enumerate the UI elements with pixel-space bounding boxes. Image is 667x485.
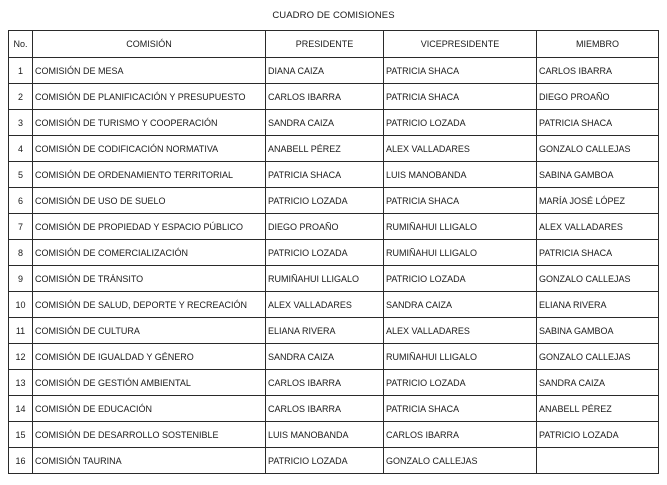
cell-vicepresident: PATRICIO LOZADA <box>384 110 537 136</box>
table-row <box>9 58 659 84</box>
cell-number: 10 <box>9 292 33 318</box>
cell-vicepresident: SANDRA CAIZA <box>384 292 537 318</box>
table-row <box>9 214 659 240</box>
cell-member: GONZALO CALLEJAS <box>537 136 659 162</box>
document-title: CUADRO DE COMISIONES <box>272 10 395 21</box>
cell-president: LUIS MANOBANDA <box>266 422 384 448</box>
cell-commission: COMISIÓN DE CODIFICACIÓN NORMATIVA <box>33 136 266 162</box>
cell-number: 16 <box>9 448 33 474</box>
table-row <box>9 188 659 214</box>
cell-member: PATRICIA SHACA <box>537 110 659 136</box>
cell-vicepresident: PATRICIO LOZADA <box>384 266 537 292</box>
cell-commission: COMISIÓN DE PROPIEDAD Y ESPACIO PÚBLICO <box>33 214 266 240</box>
cell-number: 6 <box>9 188 33 214</box>
table-row <box>9 318 659 344</box>
cell-number: 14 <box>9 396 33 422</box>
table-row <box>9 240 659 266</box>
cell-president: DIANA CAIZA <box>266 58 384 84</box>
cell-number: 12 <box>9 344 33 370</box>
cell-number: 2 <box>9 84 33 110</box>
cell-member: DIEGO PROAÑO <box>537 84 659 110</box>
cell-president: RUMIÑAHUI LLIGALO <box>266 266 384 292</box>
cell-president: ELIANA RIVERA <box>266 318 384 344</box>
header-commission: COMISIÓN <box>33 31 266 58</box>
cell-number: 7 <box>9 214 33 240</box>
cell-commission: COMISIÓN DE SALUD, DEPORTE Y RECREACIÓN <box>33 292 266 318</box>
cell-vicepresident: LUIS MANOBANDA <box>384 162 537 188</box>
cell-number: 1 <box>9 58 33 84</box>
cell-president: DIEGO PROAÑO <box>266 214 384 240</box>
cell-number: 3 <box>9 110 33 136</box>
table-row <box>9 370 659 396</box>
cell-commission: COMISIÓN DE MESA <box>33 58 266 84</box>
table-row <box>9 136 659 162</box>
cell-president: PATRICIO LOZADA <box>266 448 384 474</box>
cell-member: MARÍA JOSÉ LÓPEZ <box>537 188 659 214</box>
cell-vicepresident: GONZALO CALLEJAS <box>384 448 537 474</box>
cell-president: CARLOS IBARRA <box>266 370 384 396</box>
cell-vicepresident: CARLOS IBARRA <box>384 422 537 448</box>
cell-member: GONZALO CALLEJAS <box>537 344 659 370</box>
cell-vicepresident: RUMIÑAHUI LLIGALO <box>384 240 537 266</box>
cell-commission: COMISIÓN DE PLANIFICACIÓN Y PRESUPUESTO <box>33 84 266 110</box>
cell-vicepresident: PATRICIA SHACA <box>384 188 537 214</box>
header-number: No. <box>9 31 33 58</box>
cell-commission: COMISIÓN DE CULTURA <box>33 318 266 344</box>
table-row <box>9 422 659 448</box>
cell-president: ALEX VALLADARES <box>266 292 384 318</box>
table-body <box>9 58 659 474</box>
cell-commission: COMISIÓN TAURINA <box>33 448 266 474</box>
header-member: MIEMBRO <box>537 31 659 58</box>
cell-president: PATRICIA SHACA <box>266 162 384 188</box>
cell-number: 13 <box>9 370 33 396</box>
cell-president: SANDRA CAIZA <box>266 344 384 370</box>
cell-member: ANABELL PÉREZ <box>537 396 659 422</box>
cell-vicepresident: ALEX VALLADARES <box>384 318 537 344</box>
header-row <box>9 31 659 58</box>
cell-vicepresident: ALEX VALLADARES <box>384 136 537 162</box>
cell-vicepresident: RUMIÑAHUI LLIGALO <box>384 214 537 240</box>
cell-number: 8 <box>9 240 33 266</box>
cell-member: ALEX VALLADARES <box>537 214 659 240</box>
table-row <box>9 84 659 110</box>
cell-president: PATRICIO LOZADA <box>266 240 384 266</box>
cell-president: ANABELL PÉREZ <box>266 136 384 162</box>
cell-member: SANDRA CAIZA <box>537 370 659 396</box>
cell-member: CARLOS IBARRA <box>537 58 659 84</box>
cell-president: CARLOS IBARRA <box>266 396 384 422</box>
cell-number: 11 <box>9 318 33 344</box>
header-vicepresident: VICEPRESIDENTE <box>384 31 537 58</box>
table-row <box>9 448 659 474</box>
cell-commission: COMISIÓN DE DESARROLLO SOSTENIBLE <box>33 422 266 448</box>
table-row <box>9 162 659 188</box>
cell-member: SABINA GAMBOA <box>537 162 659 188</box>
cell-number: 9 <box>9 266 33 292</box>
cell-vicepresident: PATRICIA SHACA <box>384 84 537 110</box>
table-row <box>9 344 659 370</box>
cell-commission: COMISIÓN DE USO DE SUELO <box>33 188 266 214</box>
cell-number: 5 <box>9 162 33 188</box>
cell-member: ELIANA RIVERA <box>537 292 659 318</box>
cell-vicepresident: RUMIÑAHUI LLIGALO <box>384 344 537 370</box>
table-row <box>9 110 659 136</box>
cell-commission: COMISIÓN DE GESTIÓN AMBIENTAL <box>33 370 266 396</box>
commissions-table <box>8 30 659 474</box>
cell-number: 15 <box>9 422 33 448</box>
cell-commission: COMISIÓN DE IGUALDAD Y GÉNERO <box>33 344 266 370</box>
cell-commission: COMISIÓN DE EDUCACIÓN <box>33 396 266 422</box>
cell-member: PATRICIO LOZADA <box>537 422 659 448</box>
cell-member: GONZALO CALLEJAS <box>537 266 659 292</box>
cell-vicepresident: PATRICIA SHACA <box>384 396 537 422</box>
cell-member <box>537 448 659 474</box>
cell-president: CARLOS IBARRA <box>266 84 384 110</box>
table-row <box>9 292 659 318</box>
cell-number: 4 <box>9 136 33 162</box>
table-row <box>9 266 659 292</box>
table-header <box>9 31 659 58</box>
cell-member: PATRICIA SHACA <box>537 240 659 266</box>
header-president: PRESIDENTE <box>266 31 384 58</box>
cell-president: PATRICIO LOZADA <box>266 188 384 214</box>
cell-commission: COMISIÓN DE TURISMO Y COOPERACIÓN <box>33 110 266 136</box>
cell-commission: COMISIÓN DE ORDENAMIENTO TERRITORIAL <box>33 162 266 188</box>
cell-commission: COMISIÓN DE TRÁNSITO <box>33 266 266 292</box>
cell-president: SANDRA CAIZA <box>266 110 384 136</box>
cell-commission: COMISIÓN DE COMERCIALIZACIÓN <box>33 240 266 266</box>
cell-vicepresident: PATRICIO LOZADA <box>384 370 537 396</box>
cell-member: SABINA GAMBOA <box>537 318 659 344</box>
table-row <box>9 396 659 422</box>
cell-vicepresident: PATRICIA SHACA <box>384 58 537 84</box>
